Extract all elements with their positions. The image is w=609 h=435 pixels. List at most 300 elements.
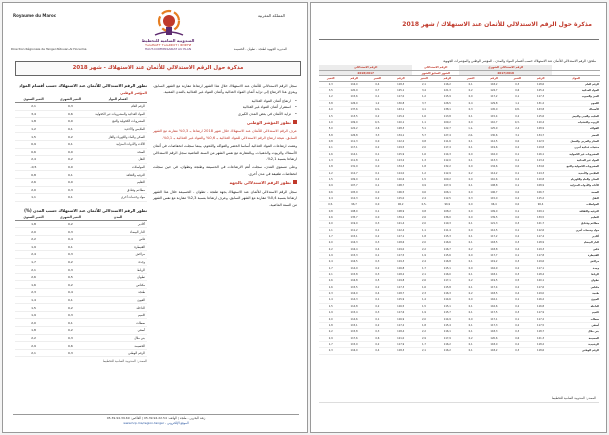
- cell-value: 0,3: [52, 349, 89, 357]
- cell-value: 143,8: [529, 107, 552, 113]
- cell-value: 0,1: [506, 208, 529, 214]
- cell-value: 109,2: [436, 176, 459, 182]
- cell-value: 108,9: [529, 183, 552, 189]
- row-label: العيون: [89, 296, 147, 304]
- cell-value: 116,2: [436, 348, 459, 354]
- cell-value: 115,5: [342, 284, 365, 290]
- cell-value: 125,1: [389, 88, 412, 94]
- cell-value: 119,3: [389, 259, 412, 265]
- footer-divider: [319, 402, 599, 403]
- table-row: [15, 342, 147, 350]
- cell-value: 0,4: [506, 246, 529, 252]
- cell-value: 0,2: [459, 246, 482, 252]
- cell-value: 1,7: [319, 341, 342, 347]
- table-row: [15, 235, 147, 243]
- cell-value: 116,9: [389, 316, 412, 322]
- table1-header-division: أقسام المواد: [89, 96, 147, 103]
- cell-value: 118,2: [482, 348, 505, 354]
- row-label: مواد وخدمات أخرى: [552, 227, 600, 233]
- cell-value: 131,9: [342, 164, 365, 170]
- cell-value: 2,2: [319, 329, 342, 335]
- cell-value: 0,0: [52, 163, 89, 171]
- cell-value: 117,2: [482, 94, 505, 100]
- cell-value: 4,1: [412, 107, 435, 113]
- cell-value: 2,6: [319, 278, 342, 284]
- annex-col-header: التغير: [459, 76, 482, 82]
- cell-value: 126,5: [436, 100, 459, 106]
- cell-value: 1,3: [319, 157, 342, 163]
- cell-value: 0,8: [319, 138, 342, 144]
- cell-value: 1,6: [412, 284, 435, 290]
- cell-value: 0,4: [52, 235, 89, 243]
- annex-col-header: الرقم: [389, 76, 412, 82]
- cell-value: 128,9: [529, 126, 552, 132]
- cell-value: 0,2: [366, 265, 389, 271]
- cell-value: 1,1: [412, 119, 435, 125]
- cell-value: 2,4: [412, 195, 435, 201]
- cell-value: 112,5: [529, 138, 552, 144]
- cell-value: 106,1: [436, 189, 459, 195]
- table-row: [15, 228, 147, 236]
- cell-value: 134,1: [389, 132, 412, 138]
- cell-value: 122,7: [436, 126, 459, 132]
- kingdom-label-fr: Royaume du Maroc: [13, 13, 57, 18]
- cell-value: 0,1: [366, 253, 389, 259]
- cell-value: 0,8: [412, 208, 435, 214]
- cell-value: 0,2: [506, 195, 529, 201]
- cell-value: 114,1: [342, 151, 365, 157]
- row-label: الصحة: [552, 189, 600, 195]
- cell-value: 0,0: [366, 164, 389, 170]
- cell-value: 3,4: [15, 110, 52, 118]
- cell-value: -1,1: [459, 126, 482, 132]
- cell-value: 2,0: [15, 186, 52, 194]
- table-row: [15, 296, 147, 304]
- table2-header-city: المدن: [89, 214, 147, 221]
- cell-value: 0,1: [459, 138, 482, 144]
- row-label: الداخلة: [89, 304, 147, 312]
- logo-line-fr: HAUT-COMMISSARIAT AU PLAN: [144, 47, 192, 51]
- cell-value: 0,1: [366, 227, 389, 233]
- cell-value: 1,9: [15, 243, 52, 251]
- cell-value: 114,9: [436, 316, 459, 322]
- row-label: الحسيمة: [89, 342, 147, 350]
- cell-value: 126,8: [342, 132, 365, 138]
- row-label: العيون: [552, 297, 600, 303]
- table-row: [15, 186, 147, 194]
- cell-value: 1,8: [15, 327, 52, 335]
- cell-value: 3,3: [366, 132, 389, 138]
- cell-value: 0,2: [52, 156, 89, 164]
- row-label: مطاعم وفنادق: [89, 186, 147, 194]
- cell-value: 0,0: [459, 215, 482, 221]
- cell-value: 121,0: [389, 335, 412, 341]
- cell-value: 0,3: [366, 310, 389, 316]
- bullet-item: • ارتفاع أثمان المواد الغذائية: [153, 98, 297, 104]
- table-row: [15, 311, 147, 319]
- cell-value: 0,3: [506, 240, 529, 246]
- cell-value: 0,2: [506, 341, 529, 347]
- cell-value: 117,9: [529, 310, 552, 316]
- cell-value: 0,1: [506, 157, 529, 163]
- cell-value: 0,1: [366, 157, 389, 163]
- cell-value: 117,6: [342, 335, 365, 341]
- row-label: الأثاث والأدوات المنزلية: [89, 140, 147, 148]
- cell-value: 115,2: [389, 113, 412, 119]
- cell-value: 2,6: [412, 278, 435, 284]
- row-label: مراكش: [89, 251, 147, 259]
- cell-value: 0,2: [506, 113, 529, 119]
- row-label: فاس: [89, 235, 147, 243]
- row-label: بني ملال: [552, 329, 600, 335]
- cell-value: 2,0: [15, 228, 52, 236]
- cell-value: 1,8: [412, 164, 435, 170]
- cell-value: 2,0: [412, 221, 435, 227]
- row-label: المشروبات الكحولية والتبغ: [552, 164, 600, 170]
- cell-value: 145,0: [482, 107, 505, 113]
- cell-value: 118,3: [389, 348, 412, 354]
- cell-value: 2,0: [412, 240, 435, 246]
- cell-value: 114,8: [342, 303, 365, 309]
- cell-value: 117,1: [529, 265, 552, 271]
- annex-col-header: الرقم: [529, 76, 552, 82]
- table-row: [15, 148, 147, 156]
- cell-value: 0,6: [15, 148, 52, 156]
- cell-value: 117,3: [389, 284, 412, 290]
- cell-value: 0,1: [506, 94, 529, 100]
- cell-value: 0,3: [506, 348, 529, 354]
- cell-value: 0,2: [52, 281, 89, 289]
- cell-value: 116,5: [389, 303, 412, 309]
- bullet-list: [153, 98, 297, 117]
- cell-value: 3,5: [319, 88, 342, 94]
- cell-value: 2,2: [412, 246, 435, 252]
- cell-value: 0,0: [52, 178, 89, 186]
- paragraph-4: سجل الرقم الاستدلالي للأثمان عند الاستهلاك بجهة طنجة - تطوان - الحسيمة خلال هذا الشهر ارتفاعا بنسبة 0,4% مقارنة مع الشهر السابق. وعرف ارتفاعا بنسبة 2,3% مقارنة مع نفس الشهر من السنة الماضية.: [153, 189, 297, 207]
- row-label: الدار البيضاء: [89, 228, 147, 236]
- annex-col-header: الرقم: [482, 76, 505, 82]
- annex-caption: ملحق: الرقم الاستدلالي للأثمان عند الاستهلاك حسب أقسام المواد والمدن - المؤشر الوطني والمؤشرات الجهوية: [443, 59, 596, 63]
- cell-value: 0,0: [459, 151, 482, 157]
- cell-value: 118,8: [482, 246, 505, 252]
- cell-value: 0,2: [506, 176, 529, 182]
- cell-value: 1,7: [319, 265, 342, 271]
- cell-value: 119,2: [482, 259, 505, 265]
- cell-value: 0,2: [506, 145, 529, 151]
- cell-value: 96,9: [436, 202, 459, 208]
- cell-value: 116,0: [436, 272, 459, 278]
- table1-subtitle: المؤشر الوطني: [120, 91, 147, 95]
- paragraph-2: وهمت ارتفاعات المواد الغذائية أساسا الخضر والفواكه واللحوم، بينما سجلت انخفاضات في أثمان الأسماك والزيوت والذهنيات. وبالمقارنة مع نفس الشهر من السنة الماضية سجل الرقم الاستدلالي ارتفاعا بنسبة 2,1%.: [153, 144, 297, 162]
- cell-value: 114,6: [342, 316, 365, 322]
- cell-value: 2,1: [15, 266, 52, 274]
- annex-col-header: التغير: [412, 76, 435, 82]
- cell-value: 5,1: [412, 126, 435, 132]
- cell-value: 116,1: [436, 329, 459, 335]
- row-label: الرقم الوطني: [552, 348, 600, 354]
- cell-value: 1,5: [319, 303, 342, 309]
- cell-value: 0,0: [459, 297, 482, 303]
- cell-value: 118,7: [529, 329, 552, 335]
- cell-value: 134,6: [482, 164, 505, 170]
- cell-value: 2,1: [412, 348, 435, 354]
- cell-value: 1,9: [412, 310, 435, 316]
- cell-value: 116,1: [482, 297, 505, 303]
- row-label: آسفي: [89, 327, 147, 335]
- row-label: آسفي: [552, 322, 600, 328]
- cell-value: 134,6: [529, 164, 552, 170]
- cell-value: 2,4: [15, 251, 52, 259]
- cell-value: 118,6: [529, 81, 552, 87]
- cell-value: 0,1: [459, 183, 482, 189]
- row-label: الملابس والأحذية: [552, 170, 600, 176]
- cell-value: 118,0: [482, 341, 505, 347]
- cell-value: 0,0: [459, 253, 482, 259]
- cell-value: 1,6: [412, 151, 435, 157]
- cell-value: 116,3: [436, 291, 459, 297]
- cell-value: 116,0: [342, 291, 365, 297]
- row-label: المواد غير الغذائية: [552, 157, 600, 163]
- cell-value: 112,9: [436, 170, 459, 176]
- row-label: السكن والماء والكهرباء: [552, 176, 600, 182]
- cell-value: 106,5: [389, 189, 412, 195]
- cell-value: 117,9: [389, 341, 412, 347]
- cell-value: 0,0: [506, 189, 529, 195]
- cell-value: 118,2: [482, 81, 505, 87]
- cell-value: 1,2: [15, 125, 52, 133]
- table-row: [15, 266, 147, 274]
- cell-value: 2,6: [319, 215, 342, 221]
- cell-value: 0,2: [366, 322, 389, 328]
- cell-value: 0,0: [506, 138, 529, 144]
- cell-value: 1,9: [15, 311, 52, 319]
- cell-value: 1,2: [366, 100, 389, 106]
- cell-value: 113,8: [436, 113, 459, 119]
- cell-value: 1,8: [412, 322, 435, 328]
- cell-value: 108,7: [389, 183, 412, 189]
- cell-value: 1,5: [319, 176, 342, 182]
- cell-value: 106,7: [482, 189, 505, 195]
- cell-value: 1,7: [15, 258, 52, 266]
- cell-value: 2,0: [319, 316, 342, 322]
- cell-value: 119,5: [482, 278, 505, 284]
- cell-value: 96,4: [482, 202, 505, 208]
- cell-value: 109,2: [436, 119, 459, 125]
- cell-value: 0,2: [52, 258, 89, 266]
- cell-value: 116,7: [436, 246, 459, 252]
- cell-value: 117,1: [342, 145, 365, 151]
- annex-source: المصدر: المندوبية السامية للتخطيط: [551, 396, 596, 400]
- table-row: [15, 110, 147, 118]
- paragraph-1: عرف الرقم الاستدلالي للأثمان عند الاستهلاك خلال شهر 2018 ارتفاعا بـ 0,3% مقارنة مع الشهر السابق، نتيجة ارتفاع الرقم الاستدلالي للمواد الغذائية بـ 0,6% والمواد غير الغذائية بـ 0,1%.: [153, 129, 297, 140]
- cell-value: 116,6: [482, 303, 505, 309]
- cell-value: 0,0: [366, 138, 389, 144]
- cell-value: 0,1: [52, 296, 89, 304]
- cell-value: 0,1: [459, 221, 482, 227]
- footer-website-link[interactable]: www.hcp.ma/region-tanger - الموقع الإلكتروني: [123, 421, 189, 425]
- row-label: بني ملال: [89, 334, 147, 342]
- row-label: الصحة: [89, 148, 147, 156]
- cell-value: 1,9: [319, 310, 342, 316]
- cell-value: 0,1: [459, 348, 482, 354]
- cell-value: 109,1: [529, 208, 552, 214]
- cell-value: 116,1: [529, 151, 552, 157]
- cell-value: 2,3: [319, 81, 342, 87]
- cell-value: 112,2: [389, 138, 412, 144]
- cell-value: 125,9: [482, 126, 505, 132]
- cell-value: 0,6: [366, 335, 389, 341]
- cell-value: 131,2: [529, 100, 552, 106]
- table-row: [15, 118, 147, 126]
- cell-value: 119,3: [436, 221, 459, 227]
- cell-value: 5,0: [319, 126, 342, 132]
- cell-value: 0,3: [52, 311, 89, 319]
- cell-value: 0,0: [366, 189, 389, 195]
- row-label: المواصلات: [89, 163, 147, 171]
- row-label: الفواكه: [552, 126, 600, 132]
- cell-value: 2,6: [15, 273, 52, 281]
- cell-value: 0,2: [52, 220, 89, 228]
- cell-value: 3,1: [506, 132, 529, 138]
- cell-value: 0,4: [366, 246, 389, 252]
- cell-value: 115,7: [436, 310, 459, 316]
- cell-value: 2,3: [15, 289, 52, 297]
- cell-value: 0,1: [506, 151, 529, 157]
- cell-value: 113,4: [529, 157, 552, 163]
- cell-value: 0,7: [366, 88, 389, 94]
- cell-value: 118,4: [529, 272, 552, 278]
- table2-header-monthly: التغير الشهري: [52, 214, 89, 221]
- cell-value: 1,2: [319, 94, 342, 100]
- cell-value: 2,4: [506, 126, 529, 132]
- cell-value: 130,8: [389, 100, 412, 106]
- cell-value: 0,5: [506, 278, 529, 284]
- cell-value: 0,1: [459, 322, 482, 328]
- cell-value: 0,1: [366, 183, 389, 189]
- cell-value: 0,0: [459, 316, 482, 322]
- cell-value: 116,2: [436, 341, 459, 347]
- table-row: [15, 327, 147, 335]
- cell-value: 116,8: [389, 265, 412, 271]
- cell-value: 116,8: [342, 278, 365, 284]
- cell-value: 2,2: [319, 246, 342, 252]
- cell-value: 0,4: [459, 100, 482, 106]
- cell-value: 0,2: [366, 195, 389, 201]
- cell-value: 0,1: [506, 227, 529, 233]
- row-label: وجدة: [552, 265, 600, 271]
- row-label: كلميم: [552, 310, 600, 316]
- cell-value: 115,3: [342, 253, 365, 259]
- cell-value: 2,6: [15, 178, 52, 186]
- cell-value: 1,7: [319, 234, 342, 240]
- cell-value: 0,1: [52, 140, 89, 148]
- row-label: النقل: [89, 156, 147, 164]
- row-label: الرباط: [89, 266, 147, 274]
- cell-value: 0,0: [459, 94, 482, 100]
- paragraph-3: وعلى مستوى المدن، سجلت أهم الارتفاعات في الحسيمة وطنجة وتطوان، في حين سجلت انخفاضات طفيفة في مدن أخرى.: [153, 165, 297, 176]
- annex-subheader-1: 2017/2018: [459, 70, 552, 76]
- cell-value: -0,9: [366, 107, 389, 113]
- table-by-city: [15, 214, 147, 358]
- cell-value: 0,1: [366, 94, 389, 100]
- cell-value: 0,4: [366, 81, 389, 87]
- cell-value: 136,0: [436, 215, 459, 221]
- cell-value: 1,4: [412, 297, 435, 303]
- cell-value: 116,2: [436, 81, 459, 87]
- row-label: الحسيمة: [552, 335, 600, 341]
- row-label: الرقم العام: [552, 81, 600, 87]
- cell-value: 118,3: [482, 329, 505, 335]
- cell-value: 0,0: [459, 189, 482, 195]
- cell-value: 5,8: [319, 132, 342, 138]
- cell-value: 0,2: [366, 234, 389, 240]
- cell-value: 139,5: [529, 215, 552, 221]
- cell-value: 116,9: [482, 265, 505, 271]
- body-text-column: [153, 83, 297, 210]
- cell-value: 0,3: [52, 334, 89, 342]
- note-title: مذكرة حول الرقم الاستدلالي للأثمان عند الاستهلاك - شهر 2018: [15, 61, 301, 76]
- cell-value: 0,2: [506, 284, 529, 290]
- cell-value: 3,7: [412, 100, 435, 106]
- table-row: [15, 103, 147, 111]
- row-label: تطوان: [552, 278, 600, 284]
- cell-value: 115,1: [436, 303, 459, 309]
- cell-value: 107,9: [436, 183, 459, 189]
- cell-value: 111,3: [342, 138, 365, 144]
- row-label: المواد الغذائية والمشروبات غير الكحولية: [89, 110, 147, 118]
- intro-paragraph: سجل الرقم الاستدلالي للأثمان عند الاستهلاك خلال هذا الشهر ارتفاعا مقارنة مع الشهر السابق، ويعزى هذا الارتفاع إلى تزايد أثمان المواد الغذائية وأثمان المواد غير الغذائية بالمدن المعنية.: [153, 84, 297, 95]
- cell-value: 115,8: [342, 272, 365, 278]
- cell-value: 111,8: [342, 157, 365, 163]
- cell-value: 1,1: [412, 227, 435, 233]
- table-row: [15, 171, 147, 179]
- cell-value: 119,3: [529, 246, 552, 252]
- cell-value: 116,0: [482, 151, 505, 157]
- annex-subheader-2: الشهر السابق/الشهر: [412, 70, 459, 76]
- cell-value: 1,8: [15, 118, 52, 126]
- cell-value: 110,4: [529, 119, 552, 125]
- cell-value: 112,5: [482, 138, 505, 144]
- table-row: [15, 163, 147, 171]
- cell-value: 124,7: [482, 88, 505, 94]
- cell-value: 115,4: [482, 113, 505, 119]
- cell-value: 1,6: [412, 113, 435, 119]
- cell-value: 0,6: [52, 342, 89, 350]
- row-label: سطات: [89, 319, 147, 327]
- cell-value: 0,2: [459, 170, 482, 176]
- cell-value: 0,8: [412, 138, 435, 144]
- row-label: مكناس: [89, 281, 147, 289]
- cell-value: 2,4: [319, 195, 342, 201]
- row-label: الدار البيضاء: [552, 240, 600, 246]
- row-label: سطات: [552, 316, 600, 322]
- cell-value: 0,2: [52, 304, 89, 312]
- cell-value: 115,9: [389, 151, 412, 157]
- cell-value: 129,8: [482, 100, 505, 106]
- cell-value: 0,2: [459, 88, 482, 94]
- cell-value: 114,0: [389, 170, 412, 176]
- cell-value: 128,3: [389, 126, 412, 132]
- cell-value: 0,3: [366, 329, 389, 335]
- cell-value: 1,9: [412, 253, 435, 259]
- table-row: [15, 273, 147, 281]
- cell-value: 0,1: [506, 183, 529, 189]
- cell-value: 96,4: [529, 202, 552, 208]
- cell-value: 1,0: [319, 119, 342, 125]
- cell-value: 0,3: [459, 195, 482, 201]
- cell-value: 2,0: [319, 240, 342, 246]
- cell-value: 0,3: [506, 259, 529, 265]
